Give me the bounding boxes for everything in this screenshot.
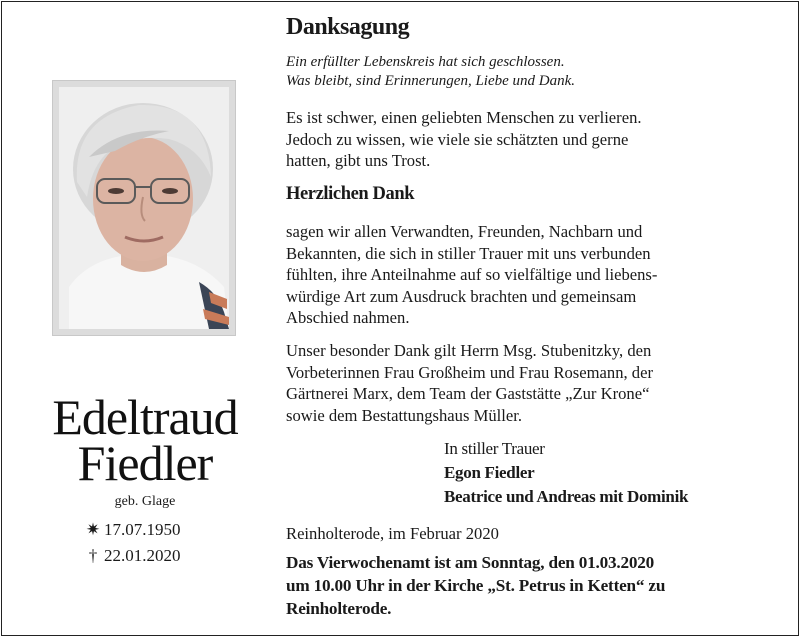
motto-line: Ein erfüllter Lebenskreis hat sich geschlossen. xyxy=(286,54,565,70)
birth-date-row xyxy=(84,519,181,541)
cross-icon: † xyxy=(88,546,98,565)
service-notice-line: um 10.00 Uhr in der Kirche „St. Petrus in Ketten“ zu xyxy=(286,576,666,595)
service-notice xyxy=(286,551,762,620)
service-notice-line: Reinholterode. xyxy=(286,599,392,618)
special-thanks-line: Vorbeterinnen Frau Großheim und Frau Rosemann, der xyxy=(286,362,653,382)
special-thanks-line: Unser besonder Dank gilt Herrn Msg. Stubenitzky, den xyxy=(286,341,652,360)
death-date: 22.01.2020 xyxy=(104,546,181,565)
motto xyxy=(286,53,575,91)
notice-title: Danksagung xyxy=(286,14,410,40)
service-notice-line: Das Vierwochenamt ist am Sonntag, den 01.03.2020 xyxy=(286,553,655,572)
place-date: Reinholterode, im Februar 2020 xyxy=(286,524,499,543)
mourning-label: In stiller Trauer xyxy=(444,439,545,458)
signatory-2: Beatrice und Andreas mit Dominik xyxy=(444,487,689,506)
star-icon: ✷ xyxy=(85,520,101,539)
intro-line: Jedoch zu wissen, wie viele sie schätzten und gerne xyxy=(286,129,629,149)
intro-line: hatten, gibt uns Trost. xyxy=(286,151,431,170)
intro-paragraph xyxy=(286,107,756,172)
portrait-image xyxy=(59,87,229,329)
deceased-first-name: Edeltraud xyxy=(52,389,238,445)
special-thanks-paragraph xyxy=(286,340,756,426)
motto-line: Was bleibt, sind Erinnerungen, Liebe und Dank. xyxy=(286,73,576,89)
deceased-last-name: Fiedler xyxy=(77,435,213,491)
special-thanks-line: Gärtnerei Marx, dem Team der Gaststätte „Zur Krone“ xyxy=(286,384,650,403)
death-date-row xyxy=(84,545,181,567)
portrait-frame xyxy=(52,80,236,336)
thanks-line: würdige Art zum Ausdruck brachten und gemeinsam xyxy=(286,286,637,306)
thanks-heading: Herzlichen Dank xyxy=(286,184,415,204)
special-thanks-line: sowie dem Bestattungshaus Müller. xyxy=(286,405,522,425)
intro-line: Es ist schwer, einen geliebten Menschen zu verlieren. xyxy=(286,108,642,127)
thanks-paragraph xyxy=(286,221,770,329)
thanks-line: Abschied nahmen. xyxy=(286,308,410,327)
thanks-line: sagen wir allen Verwandten, Freunden, Nachbarn und xyxy=(286,222,643,241)
signatory-1: Egon Fiedler xyxy=(444,463,535,482)
thanks-line: Bekannten, die sich in stiller Trauer mit uns verbunden xyxy=(286,243,651,263)
birth-name: geb. Glage xyxy=(114,494,176,509)
portrait-photo xyxy=(59,87,229,329)
birth-date: 17.07.1950 xyxy=(104,520,181,539)
thanks-line: fühlten, ihre Anteilnahme auf so vielfältige und liebens- xyxy=(286,265,658,284)
